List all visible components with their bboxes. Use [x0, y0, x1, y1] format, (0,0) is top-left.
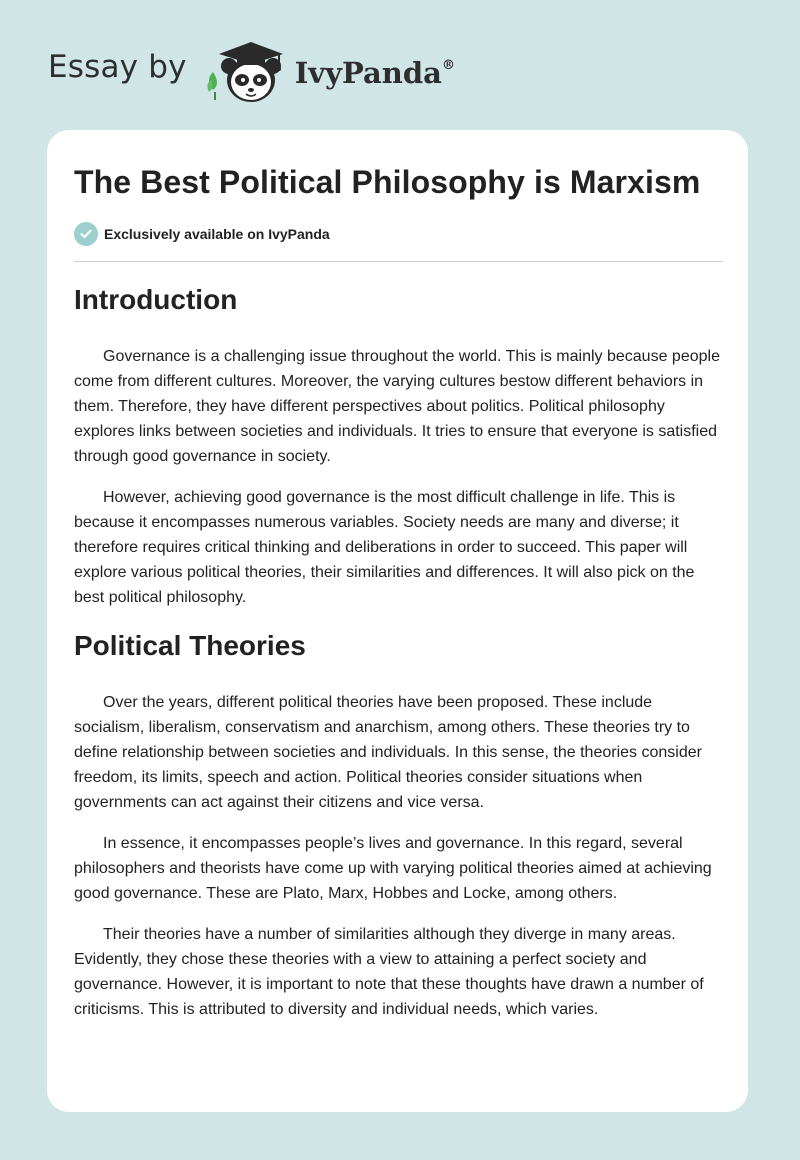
- exclusive-badge: [74, 222, 330, 246]
- registered-mark: ®: [441, 58, 455, 73]
- check-icon: [74, 222, 98, 246]
- paragraph: Their theories have a number of similarities although they diverge in many areas. Evidently, they chose these theories with a view to attaining a perfect society and governance. However, it is important to note that these thoughts have drawn a number of criticisms. This is attributed to diversity and individual needs, which varies.: [74, 926, 704, 1018]
- ivypanda-wordmark: [295, 56, 455, 90]
- essay-body: [74, 280, 726, 1022]
- essay-card: [47, 130, 748, 1112]
- title-divider: [74, 261, 723, 262]
- panda-logo-icon: [201, 36, 293, 108]
- brand-name-text: IvyPanda: [294, 56, 442, 90]
- essay-title: The Best Political Philosophy is Marxism: [74, 164, 701, 200]
- section-heading-political-theories: Political Theories: [74, 630, 306, 661]
- paragraph: In essence, it encompasses people’s lives and governance. In this regard, several philosophers and theorists have come up with varying political theories aimed at achieving good governance. These are Plato, Marx, Hobbes and Locke, among others.: [74, 835, 712, 902]
- section-heading-introduction: Introduction: [74, 284, 238, 315]
- essay-by-label: Essay by: [48, 49, 187, 85]
- site-header: [48, 36, 455, 108]
- paragraph: However, achieving good governance is the most difficult challenge in life. This is because it encompasses numerous variables. Society needs are many and diverse; it therefore requires critical thinking and deliberations in order to succeed. This paper will explore various political theories, their similarities and differences. It will also pick on the best political philosophy.: [74, 489, 695, 606]
- exclusive-badge-text: Exclusively available on IvyPanda: [104, 226, 330, 242]
- paragraph: Governance is a challenging issue throughout the world. This is mainly because people come from different cultures. Moreover, the varying cultures bestow different behaviors in them. Therefore, they have different perspectives about politics. Political philosophy explores links between societies and individuals. It tries to ensure that everyone is satisfied through good governance in society.: [74, 348, 720, 465]
- paragraph: Over the years, different political theories have been proposed. These include socialism, liberalism, conservatism and anarchism, among others. These theories try to define relationship between societies and individuals. In this sense, the theories consider freedom, its limits, speech and action. Political theories consider situations when governments can act against their citizens and vice versa.: [74, 694, 702, 811]
